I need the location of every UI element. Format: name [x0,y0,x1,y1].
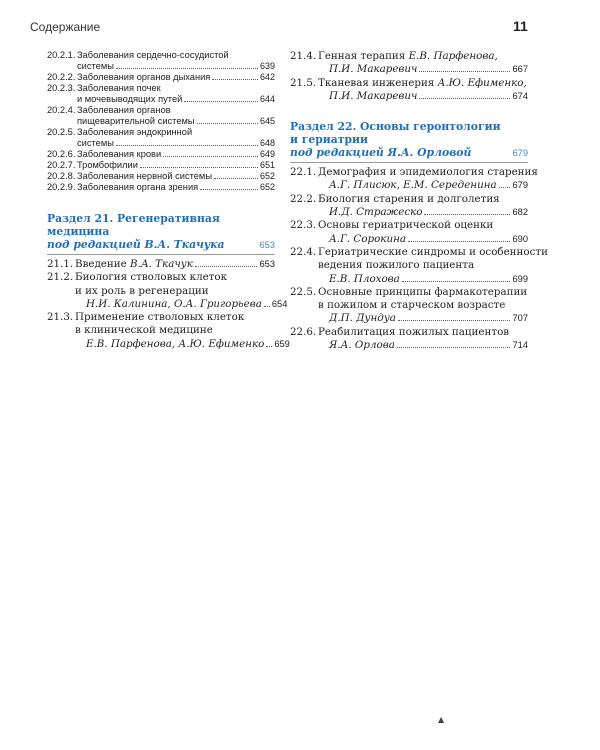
section-22 [290,120,548,352]
toc-entry[interactable]: 22.1. Демография и эпидемиология старения А.Г. Плисюк, Е.М. Середенина 679 [290,166,538,192]
toc-subentry[interactable]: 20.2.3. Заболевания почек и мочевыводящих путей 644 [47,83,275,104]
print-speck: ▲ [438,715,445,724]
toc-entry[interactable]: 21.4. Генная терапия Е.В. Парфенова, П.И. Макаревич 667 [290,50,528,76]
toc-subentry[interactable]: 20.2.6. Заболевания крови 649 [47,149,275,159]
section-editor: под редакцией В.А. Ткачука 653 [47,238,275,255]
section-title[interactable]: Раздел 21. Регенеративная медицина [47,212,220,238]
section-page: 679 [512,148,528,159]
section-page: 653 [259,240,275,250]
toc-entry[interactable]: 22.5. Основные принципы фармакотерапии в пожилом и старческом возрасте Д.П. Дундуа 707 [290,285,528,325]
toc-entry[interactable]: 22.3. Основы гериатрической оценки А.Г. Сорокина 690 [290,219,528,245]
section-title-cont: и гериатрии [290,133,369,147]
toc-right-column [290,50,548,352]
toc-entry[interactable]: 22.4. Гериатрические синдромы и особенности ведения пожилого пациента Е.В. Плохова 699 [290,245,548,285]
page-number: 11 [513,18,528,34]
toc-entry[interactable]: 22.6. Реабилитация пожилых пациентов Я.А. Орлова 714 [290,325,528,352]
toc-subentry[interactable]: 20.2.8. Заболевания нервной системы 652 [47,171,275,181]
section-title[interactable]: Раздел 22. Основы геронтологии [290,120,501,134]
toc-left-column [47,50,290,351]
page-header-title: Содержание [30,20,101,34]
toc-subentry[interactable]: 20.2.4. Заболевания органов пищеварительной системы 645 [47,105,275,126]
section-21 [47,212,290,351]
toc-entry[interactable]: 22.2. Биология старения и долголетия И.Д. Стражеско 682 [290,192,528,219]
toc-subentry[interactable]: 20.2.1. Заболевания сердечно-сосудистой системы 639 [47,50,275,71]
toc-entry[interactable]: 21.3. Применение стволовых клеток в клинической медицине Е.В. Парфенова, А.Ю. Ефименко 659 [47,311,290,350]
toc-entry[interactable]: 21.5. Тканевая инженерия А.Ю. Ефименко, П.И. Макаревич 674 [290,76,528,102]
toc-subentry[interactable]: 20.2.9. Заболевания органа зрения 652 [47,182,275,192]
toc-entry[interactable]: 21.2. Биология стволовых клеток и их роль в регенерации Н.И. Калинина, О.А. Григорьева 654 [47,271,288,310]
toc-subentry[interactable]: 20.2.7. Тромбофилии 651 [47,160,275,170]
toc-subentry[interactable]: 20.2.2. Заболевания органов дыхания 642 [47,72,275,82]
toc-subentry[interactable]: 20.2.5. Заболевания эндокринной системы 648 [47,127,275,148]
toc-entry[interactable]: 21.1. Введение В.А. Ткачук 653 [47,258,275,270]
section-editor: под редакцией Я.А. Орловой 679 [290,146,528,163]
